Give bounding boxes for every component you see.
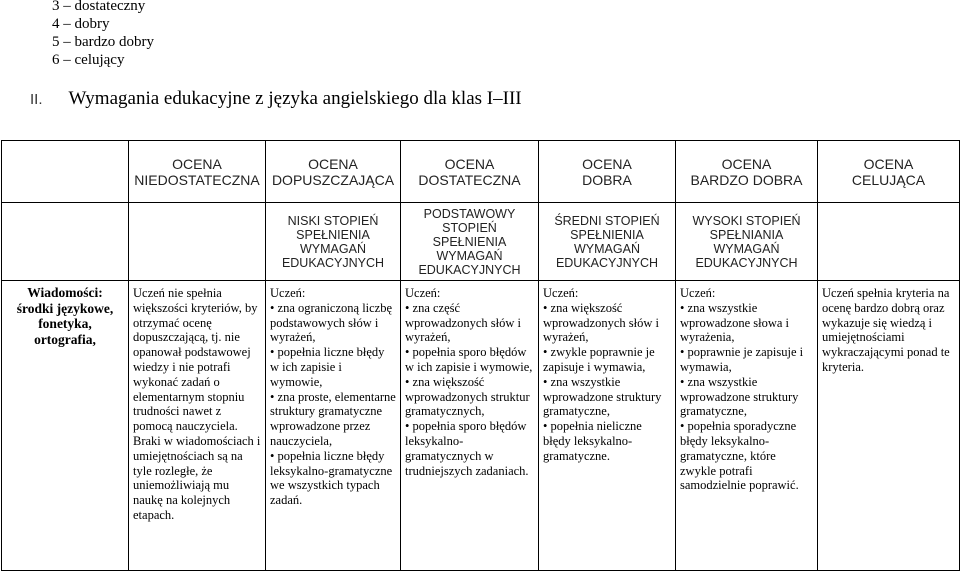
requirement-level-medium: ŚREDNI STOPIEŃ SPEŁNIENIA WYMAGAŃ EDUKACYJNYCH bbox=[539, 203, 676, 281]
requirements-table bbox=[1, 140, 960, 571]
criteria-item: • popełnia sporadyczne błędy leksykalno-gramatyczne, które zwykle potrafi samodzielnie poprawić. bbox=[680, 419, 813, 493]
criteria-item: • popełnia nieliczne błędy leksykalno-gramatyczne. bbox=[543, 419, 671, 463]
criteria-item: • zna wszystkie wprowadzone struktury gramatyczne, bbox=[680, 375, 813, 419]
grade-header-bardzo-dobra: OCENA BARDZO DOBRA bbox=[676, 141, 818, 203]
requirement-level-basic: PODSTAWOWY STOPIEŃ SPEŁNIENIA WYMAGAŃ EDUKACYJNYCH bbox=[401, 203, 539, 281]
criteria-item: • popełnia sporo błędów leksykalno-gramatycznych w trudniejszych zadaniach. bbox=[405, 419, 534, 478]
criteria-item: • popełnia liczne błędy leksykalno-gramatyczne we wszystkich typach zadań. bbox=[270, 449, 396, 508]
criteria-item: • popełnia liczne błędy w ich zapisie i wymowie, bbox=[270, 345, 396, 389]
grade-header-row bbox=[2, 141, 960, 203]
grade-scale-list bbox=[52, 0, 154, 69]
corner-cell bbox=[2, 141, 129, 203]
section-heading bbox=[30, 88, 522, 110]
criteria-dobra bbox=[539, 281, 676, 571]
criteria-label: Uczeń: bbox=[405, 286, 441, 300]
knowledge-row bbox=[2, 281, 960, 571]
criteria-dostateczna bbox=[401, 281, 539, 571]
requirement-level-row bbox=[2, 203, 960, 281]
grade-scale-item: 6 – celujący bbox=[52, 52, 125, 68]
criteria-item: • zwykle poprawnie je zapisuje i wymawia, bbox=[543, 345, 671, 375]
grade-header-dopuszczajaca: OCENA DOPUSZCZAJĄCA bbox=[266, 141, 401, 203]
grade-header-dostateczna: OCENA DOSTATECZNA bbox=[401, 141, 539, 203]
criteria-niedostateczna: Uczeń nie spełnia większości kryteriów, by otrzymać ocenę dopuszczającą, tj. nie opanował podstawowej wiedzy i nie potrafi wykonać zadań o elementarnym stopniu trudności nawet z pomocą nauczyciela. Braki w wiadomościach i umiejętnościach są na tyle rozległe, że uniemożliwiają mu naukę na kolejnych etapach. bbox=[129, 281, 266, 571]
grade-scale-item: 4 – dobry bbox=[52, 16, 110, 32]
requirement-level-low: NISKI STOPIEŃ SPEŁNIENIA WYMAGAŃ EDUKACYJNYCH bbox=[266, 203, 401, 281]
criteria-item: • zna proste, elementarne struktury gramatyczne wprowadzone przez nauczyciela, bbox=[270, 390, 396, 449]
empty-cell bbox=[129, 203, 266, 281]
row-area-label: Wiadomości: środki językowe, fonetyka, ortografia, bbox=[2, 281, 129, 571]
grade-scale-item: 5 – bardzo dobry bbox=[52, 34, 155, 50]
grade-scale-item: 3 – dostateczny bbox=[52, 0, 146, 14]
requirement-level-high: WYSOKI STOPIEŃ SPEŁNIANIA WYMAGAŃ EDUKACYJNYCH bbox=[676, 203, 818, 281]
criteria-item: • popełnia sporo błędów w ich zapisie i wymowie, bbox=[405, 345, 534, 375]
empty-cell bbox=[2, 203, 129, 281]
empty-cell bbox=[818, 203, 960, 281]
criteria-label: Uczeń: bbox=[270, 286, 306, 300]
criteria-dopuszczajaca bbox=[266, 281, 401, 571]
criteria-item: • zna większość wprowadzonych słów i wyrażeń, bbox=[543, 301, 671, 345]
criteria-item: • poprawnie je zapisuje i wymawia, bbox=[680, 345, 813, 375]
criteria-item: • zna część wprowadzonych słów i wyrażeń, bbox=[405, 301, 534, 345]
criteria-bardzo-dobra bbox=[676, 281, 818, 571]
grade-header-dobra: OCENA DOBRA bbox=[539, 141, 676, 203]
criteria-item: • zna większość wprowadzonych struktur gramatycznych, bbox=[405, 375, 534, 419]
grade-header-celujaca: OCENA CELUJĄCA bbox=[818, 141, 960, 203]
criteria-item: • zna wszystkie wprowadzone struktury gramatyczne, bbox=[543, 375, 671, 419]
criteria-item: • zna wszystkie wprowadzone słowa i wyrażenia, bbox=[680, 301, 813, 345]
criteria-label: Uczeń: bbox=[680, 286, 716, 300]
criteria-celujaca: Uczeń spełnia kryteria na ocenę bardzo dobrą oraz wykazuje się wiedzą i umiejętnościami wykraczającymi ponad te kryteria. bbox=[818, 281, 960, 571]
criteria-label: Uczeń: bbox=[543, 286, 579, 300]
criteria-item: • zna ograniczoną liczbę podstawowych słów i wyrażeń, bbox=[270, 301, 396, 345]
section-number: II. bbox=[30, 91, 43, 108]
grade-header-niedostateczna: OCENA NIEDOSTATECZNA bbox=[129, 141, 266, 203]
section-title: Wymagania edukacyjne z języka angielskiego dla klas I–III bbox=[68, 88, 522, 109]
